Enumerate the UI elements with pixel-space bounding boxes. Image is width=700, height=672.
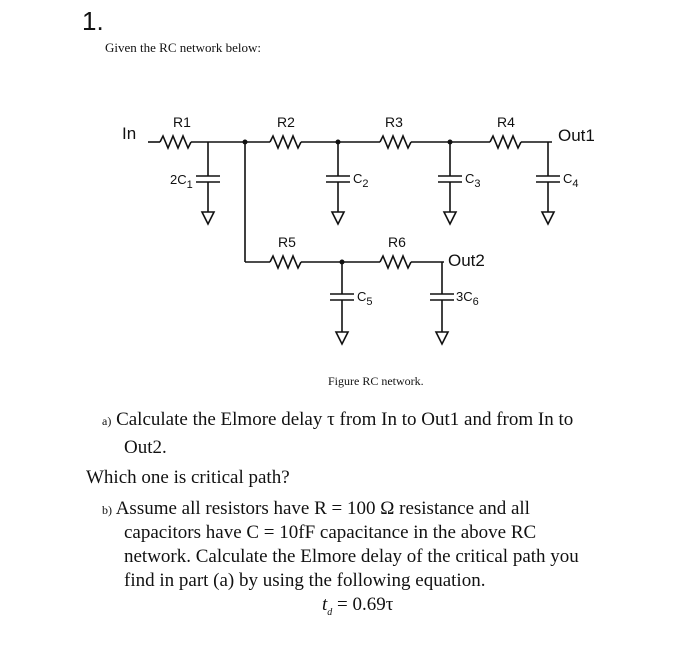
capacitor-label: $2C_1$ bbox=[170, 172, 193, 191]
question-b-line3: network. Calculate the Elmore delay of the critical path you bbox=[124, 546, 579, 567]
capacitor-label: $C_4$ bbox=[563, 171, 579, 190]
ground-symbol bbox=[202, 212, 214, 224]
resistor-label: R3 bbox=[385, 114, 403, 130]
question-a-text: Calculate the Elmore delay bbox=[116, 409, 328, 430]
question-b-line1: Assume all resistors have R = 100 Ω resistance and all bbox=[115, 498, 530, 519]
ground-symbol bbox=[444, 212, 456, 224]
capacitor-label: $C_3$ bbox=[465, 171, 481, 190]
equation-rhs: = 0.69τ bbox=[332, 594, 394, 615]
input-label: In bbox=[122, 124, 137, 143]
ground-symbol bbox=[542, 212, 554, 224]
question-b bbox=[102, 497, 662, 522]
tau-symbol: τ bbox=[327, 409, 335, 430]
figure-caption: Figure RC network. bbox=[328, 374, 424, 388]
question-a-marker: a) bbox=[102, 414, 112, 428]
delay-equation bbox=[322, 594, 393, 618]
resistor-label: R1 bbox=[173, 114, 191, 130]
capacitor-label: $C_5$ bbox=[357, 289, 373, 308]
output1-label: Out1 bbox=[558, 126, 595, 145]
critical-path-question: Which one is critical path? bbox=[86, 467, 290, 488]
resistor-label: R6 bbox=[388, 234, 406, 250]
ground-symbol bbox=[336, 332, 348, 344]
ground-symbol bbox=[436, 332, 448, 344]
equation-t: t bbox=[322, 594, 328, 615]
ground-symbol bbox=[332, 212, 344, 224]
problem-number: 1. bbox=[82, 6, 104, 36]
equation-subscript: d bbox=[327, 606, 333, 618]
problem-intro: Given the RC network below: bbox=[105, 40, 261, 55]
question-b-line4: find in part (a) by using the following equation. bbox=[124, 570, 486, 591]
question-a-text-end: from In to Out1 and from In to bbox=[334, 409, 574, 430]
question-b-marker: b) bbox=[102, 503, 112, 517]
resistor-label: R5 bbox=[278, 234, 296, 250]
question-b-line2: capacitors have C = 10fF capacitance in the above RC bbox=[124, 522, 537, 543]
resistor-label: R4 bbox=[497, 114, 515, 130]
capacitor-label: $3C_6$ bbox=[456, 289, 479, 308]
resistor-label: R2 bbox=[277, 114, 295, 130]
output2-label: Out2 bbox=[448, 251, 485, 270]
capacitor-label: $C_2$ bbox=[353, 171, 369, 190]
question-a bbox=[102, 408, 662, 433]
question-a-line2: Out2. bbox=[124, 437, 167, 458]
